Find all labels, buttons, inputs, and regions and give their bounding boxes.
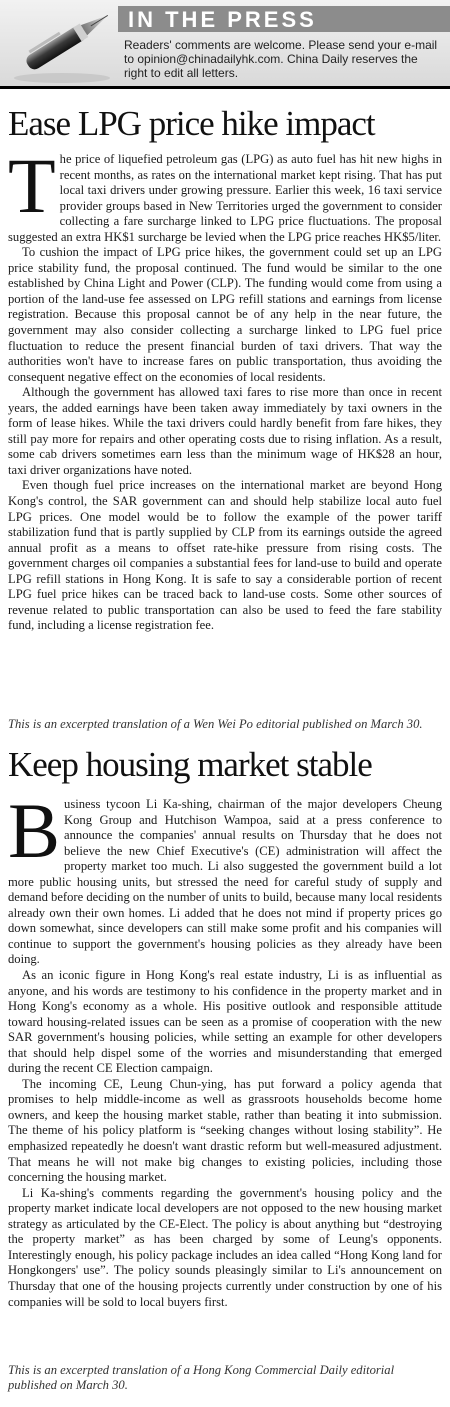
article-source: This is an excerpted translation of a Wen Wei Po editorial published on March 30. [8,717,423,731]
article-paragraph: The price of liquefied petroleum gas (LPG) as auto fuel has hit new highs in recent months, as rates on the international market kept rising. That has put local taxi drivers under growing pressure. Earlier this week, 16 taxi service provider groups based in New Territories urged the government to consider collecting a fare surcharge linked to LPG price fluctuations. The proposal suggested an extra HK$1 surcharge be levied when the LPG price reaches HK$5/liter. [8,142,442,244]
article-paragraph: Li Ka-shing's comments regarding the government's housing policy and the property market indicate local developers are not opposed to the new housing market strategy as articulated by the CE-Elect. The policy is about anything but “destroying the property market” as has been charged by some of Leung's opponents. Interestingly enough, his policy package includes an idea called “Hong Kong land for Hongkongers' use”. The policy sounds pleasingly similar to Li's announcement on Thursday that one of the housing projects currently under construction by one of his companies will be sold to local buyers first. [8,1185,442,1309]
drop-cap: B [8,787,61,874]
press-title-band [118,6,450,32]
article-headline: Ease LPG price hike impact [8,104,375,143]
section-title: IN THE PRESS [128,7,317,32]
article-source: This is an excerpted translation of a Hong Kong Commercial Daily editorial published on March 30. [8,1363,395,1392]
article-paragraph: Even though fuel price increases on the international market are beyond Hong Kong's control, the SAR government can and should help stabilize local auto fuel LPG prices. One model would be to follow the example of the power tariff stabilization fund that is partly supplied by CLP from its earnings outside the agreed annual profit as a means to offset rate-hike pressure from rising costs. The government charges oil companies a substantial fees for land-use to build and operate LPG refill stations in Hong Kong. It is safe to say a considerable portion of recent LPG fuel price hikes can be traced back to land-use costs. Some other sources of revenue related to public transportation can also be used to feed the fare stability fund, including a license registration fee. [8,478,442,633]
article-paragraph: As an iconic figure in Hong Kong's real estate industry, Li is as influential as anyone, and his words are testimony to his confidence in the property market and in Hong Kong's economy as a whole. His positive outlook and responsible attitude toward housing-related issues can be seen as a promise of cooperation with the new SAR government's housing policies, while setting an example for other developers that should help dispel some of the worries and misunderstanding that emerged during the recent CE Election campaign. [8,968,442,1076]
article-body [8,142,442,634]
fountain-pen-icon [0,0,130,86]
article-paragraph: To cushion the impact of LPG price hikes, the government could set up an LPG price stability fund, the proposal continued. The fund would be similar to the one established by China Light and Power (CLP). The funding would come from using a portion of the land-use fee assessed on LPG refill stations and earnings from license registration. Because this proposal cannot be of any help in the near future, the government may also consider collecting a surcharge linked to LPG fuel price fluctuation to reduce the present financial burden of taxi drivers. That way the authorities won't have to increase fares on public transportation, thus avoiding the consequent negative effect on the economies of local residents. [8,245,442,384]
reader-notice: Readers' comments are welcome. Please send your e-mail to opinion@chinadailyhk.com. China Daily reserves the right to edit all letters. [124,38,438,80]
press-header [0,0,450,89]
article-paragraph: Business tycoon Li Ka-shing, chairman of the major developers Cheung Kong Group and Hutchison Wampoa, said at a press conference to announce the companies' annual results on Thursday that he does not believe the new Chief Executive's (CE) administration will affect the property market too much. Li also suggested the government build a lot more public housing units, but stressed the need for careful study of supply and demand before deciding on the number of units to build, because many local residents already own their own homes. Li added that he does not mind if property prices go down somewhat, since developers can still make some profit and his companies will continue to support the government's housing policies as they already have been doing. [8,787,442,967]
drop-cap: T [8,142,56,229]
article-body [8,787,442,1310]
article-paragraph: The incoming CE, Leung Chun-ying, has put forward a policy agenda that promises to help middle-income as well as grassroots households become home owners, and keep the housing market stable, rather than beating it into submission. The theme of his policy platform is “seeking changes without losing stability”. He emphasized repeatedly he doesn't want drastic reform but well-measured adjustment. That means he will not make big changes to existing policies, including those concerning the housing market. [8,1076,442,1185]
article-headline: Keep housing market stable [8,745,372,784]
article-paragraph: Although the government has allowed taxi fares to rise more than once in recent years, the added earnings have been taken away immediately by taxi owners in the form of lease hikes. While the taxi drivers could hardly benefit from fare hikes, they still pay more for repairs and other operating costs due to rising inflation. As a result, some cab drivers sometimes earn less than the minimum wage of HK$28 an hour, taxi driver organizations have noted. [8,385,442,477]
